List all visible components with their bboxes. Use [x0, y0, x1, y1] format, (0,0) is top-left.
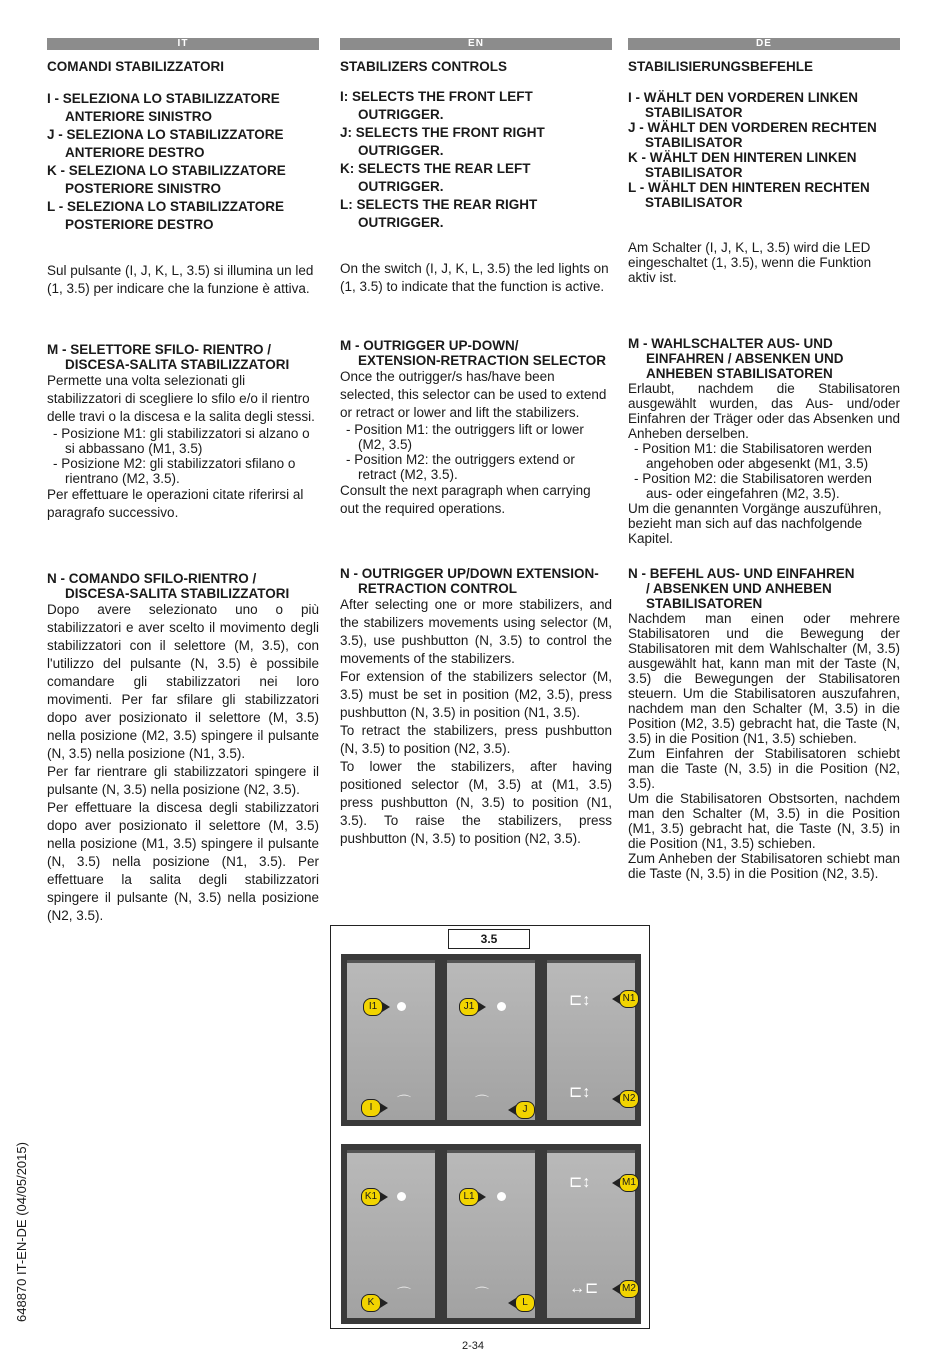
led-text: Am Schalter (I, J, K, L, 3.5) wird die LED eingeschaltet (1, 3.5), wenn die Funktion aktiv ist. [628, 240, 872, 285]
paragraph: Nachdem man einen oder mehrere Stabilisatoren und die Bewegung der Stabilisatoren mit dem Wahlschalter (M, 3.5) ausgewählt hat, kann man mit der Taste (N, 3.5) die Bewegungen der Stabilisatoren steuern. Um die Stabilisatoren auszufahren, nachdem man den Schalter (M, 3.5) in die Position (M2, 3.5) gebracht hat, die Taste (N, 3.5) in die Position (N1, 3.5) schieben. [628, 611, 900, 746]
section-title: STABILIZERS CONTROLS [340, 59, 507, 74]
section-title: STABILISIERUNGSBEFEHLE [628, 59, 814, 74]
selector-item: L: SELECTS THE REAR RIGHT OUTRIGGER. [340, 197, 538, 230]
paragraph: To retract the stabilizers, press pushbutton (N, 3.5) to position (N2, 3.5). [340, 723, 612, 756]
section-n [628, 566, 900, 881]
column-it [47, 38, 319, 923]
tag-i: I [361, 1099, 381, 1117]
selector-item: L - WÄHLT DEN HINTEREN RECHTEN STABILISATOR [628, 180, 870, 210]
outrigger-icon: ⌒ [397, 1094, 411, 1110]
tag-j: J [515, 1101, 535, 1119]
outrigger-icon: ⌒ [397, 1286, 411, 1302]
selector-item: L - SELEZIONA LO STABILIZZATORE POSTERIORE DESTRO [47, 199, 284, 232]
paragraph: After selecting one or more stabilizers, and the stabilizers movements using selector (M, 3.5), use pushbutton (N, 3.5) to control the movements of the stabilizers. [340, 597, 612, 666]
section-m-title: M - WAHLSCHALTER AUS- UND EINFAHREN / ABSENKEN UND ANHEBEN STABILISATOREN [628, 336, 844, 381]
tag-m1: M1 [619, 1174, 639, 1192]
tag-l: L [515, 1294, 535, 1312]
section-m-text: Once the outrigger/s has/have been selected, this selector can be used to extend or retract or lower and lift the stabilizers. [340, 369, 607, 420]
paragraph: Zum Einfahren der Stabilisatoren schiebt man die Taste (N, 3.5) in die Position (N2, 3.5). [628, 746, 900, 791]
tag-l1: L1 [459, 1188, 479, 1206]
selector-list [340, 88, 612, 232]
section-n [340, 566, 612, 848]
paragraph: Um die Stabilisatoren Obstsorten, nachdem man den Schalter (M, 3.5) in die Position (M1, 3.5) gebracht hat, die Taste (N, 3.5) in die Position (N1, 3.5) schieben. [628, 791, 900, 851]
paragraph: Dopo avere selezionato uno o più stabilizzatori e aver scelto il movimento degli stabilizzatori con il selettore (M, 3.5), con l'utilizzo del pulsante (N, 3.5) è possibile comandare gli stabilizzatori nei loro movimenti. Per far sfilare gli stabilizzatori dopo aver posizionato il selettore (M, 3.5) nella posizione (M2, 3.5) spingere il pulsante (N, 3.5) nella posizione (N1, 3.5). [47, 602, 319, 761]
selector-item: K - WÄHLT DEN HINTEREN LINKEN STABILISATOR [628, 150, 857, 180]
section-m-title: M - SELETTORE SFILO- RIENTRO / DISCESA-SALITA STABILIZZATORI [47, 342, 290, 372]
section-m [628, 336, 900, 546]
section-title: COMANDI STABILIZZATORI [47, 59, 224, 74]
list-item: - Position M1: die Stabilisatoren werden angehoben oder abgesenkt (M1, 3.5) [634, 441, 872, 471]
selector-item: I - SELEZIONA LO STABILIZZATORE ANTERIORE SINISTRO [47, 91, 280, 124]
list-item: - Posizione M1: gli stabilizzatori si alzano o si abbassano (M1, 3.5) [53, 426, 310, 456]
paragraph: Per far rientrare gli stabilizzatori spingere il pulsante (N, 3.5) nella posizione (N2, 3.5). [47, 764, 319, 797]
column-de [628, 38, 900, 881]
section-n-title: N - COMANDO SFILO-RIENTRO / DISCESA-SALITA STABILIZZATORI [47, 571, 290, 601]
selector-item: K - SELEZIONA LO STABILIZZATORE POSTERIORE SINISTRO [47, 163, 286, 196]
selector-item: I - WÄHLT DEN VORDEREN LINKEN STABILISATOR [628, 90, 858, 120]
section-m [47, 342, 319, 522]
control-panel-figure [330, 925, 650, 1329]
section-m-note: Consult the next paragraph when carrying out the required operations. [340, 483, 591, 516]
section-m-note: Um die genannten Vorgänge auszuführen, bezieht man sich auf das nachfolgende Kapitel. [628, 501, 882, 546]
button-panel-i [341, 954, 441, 1126]
selector-item: J - WÄHLT DEN VORDEREN RECHTEN STABILISATOR [628, 120, 877, 150]
section-m [340, 338, 612, 518]
section-m-text: Permette una volta selezionati gli stabilizzatori di scegliere lo sfilo e/o il rientro delle travi o la discesa e la salita degli stessi. [47, 373, 315, 424]
list-item: - Posizione M2: gli stabilizzatori sfilano o rientrano (M2, 3.5). [53, 456, 296, 486]
paragraph: Zum Anheben der Stabilisatoren schiebt man die Taste (N, 3.5) in die Position (N2, 3.5). [628, 851, 900, 881]
led-indicator [397, 1192, 406, 1201]
tag-k: K [361, 1294, 381, 1312]
list-item: - Position M2: the outriggers extend or retract (M2, 3.5). [346, 452, 575, 482]
selector-item: J - SELEZIONA LO STABILIZZATORE ANTERIORE DESTRO [47, 127, 284, 160]
led-indicator [497, 1002, 506, 1011]
page-number: 2-34 [462, 1340, 485, 1352]
selector-item: K: SELECTS THE REAR LEFT OUTRIGGER. [340, 161, 531, 194]
tag-j1: J1 [459, 998, 479, 1016]
figure-label: 3.5 [448, 929, 530, 949]
tag-m2: M2 [619, 1280, 639, 1298]
section-m-title: M - OUTRIGGER UP-DOWN/ EXTENSION-RETRACTION SELECTOR [340, 338, 607, 368]
document-code: 648870 IT-EN-DE (04/05/2015) [14, 1142, 29, 1322]
outrigger-icon: ⌒ [475, 1286, 489, 1302]
list-item: - Position M1: the outriggers lift or lower (M2, 3.5) [346, 422, 584, 452]
tag-n1: N1 [619, 990, 639, 1008]
selector-item: J: SELECTS THE FRONT RIGHT OUTRIGGER. [340, 125, 545, 158]
led-indicator [497, 1192, 506, 1201]
paragraph: To lower the stabilizers, after having positioned selector (M, 3.5) at (M1, 3.5) press pushbutton (N, 3.5) to position (N1, 3.5). To raise the stabilizers, press pushbutton (N, 3.5) to position (N2, 3.5). [340, 759, 612, 846]
selector-list [47, 90, 319, 234]
section-m-text: Erlaubt, nachdem die Stabilisatoren ausgewählt wurden, das Aus- und/oder Einfahren der Träger oder das Absenken und Anheben derselben. [628, 381, 900, 441]
button-panel-m [541, 1144, 641, 1324]
tag-k1: K1 [361, 1188, 381, 1206]
extend-retract-icon: ↔⊏ [569, 1280, 599, 1297]
list-item: - Position M2: die Stabilisatoren werden aus- oder eingefahren (M2, 3.5). [634, 471, 872, 501]
section-m-note: Per effettuare le operazioni citate riferirsi al paragrafo successivo. [47, 487, 304, 520]
section-n-title: N - OUTRIGGER UP/DOWN EXTENSION- RETRACTION CONTROL [340, 566, 599, 596]
outrigger-icon: ⌒ [475, 1094, 489, 1110]
button-panel-k [341, 1144, 441, 1324]
led-indicator [397, 1002, 406, 1011]
button-panel-l [441, 1144, 541, 1324]
paragraph: For extension of the stabilizers selector (M, 3.5) must be set in position (M2, 3.5), press pushbutton (N, 3.5) in position (N1, 3.5). [340, 669, 612, 720]
retract-icon: ⊏↕ [569, 992, 591, 1009]
lang-bar-it: IT [47, 38, 319, 50]
lang-bar-de: DE [628, 38, 900, 50]
led-text: On the switch (I, J, K, L, 3.5) the led lights on (1, 3.5) to indicate that the function is active. [340, 261, 609, 294]
section-n-title: N - BEFEHL AUS- UND EINFAHREN / ABSENKEN UND ANHEBEN STABILISATOREN [628, 566, 855, 611]
button-panel-n [541, 954, 641, 1126]
lang-bar-en: EN [340, 38, 612, 50]
tag-i1: I1 [363, 998, 383, 1016]
button-panel-j [441, 954, 541, 1126]
lift-lower-icon: ⊏↕ [569, 1174, 591, 1191]
tag-n2: N2 [619, 1090, 639, 1108]
section-n [47, 571, 319, 925]
led-text: Sul pulsante (I, J, K, L, 3.5) si illumina un led (1, 3.5) per indicare che la funzione è attiva. [47, 263, 314, 296]
selector-list [628, 90, 900, 210]
paragraph: Per effettuare la discesa degli stabilizzatori dopo aver posizionato il selettore (M, 3.5) nella posizione (M1, 3.5) spingere il pulsante (N, 3.5) nella posizione (N1, 3.5). Per effettuare la salita degli stabilizzatori spingere il pulsante (N, 3.5) nella posizione (N2, 3.5). [47, 800, 319, 923]
selector-item: I: SELECTS THE FRONT LEFT OUTRIGGER. [340, 89, 533, 122]
extend-icon: ⊏↕ [569, 1084, 591, 1101]
column-en [340, 38, 612, 846]
